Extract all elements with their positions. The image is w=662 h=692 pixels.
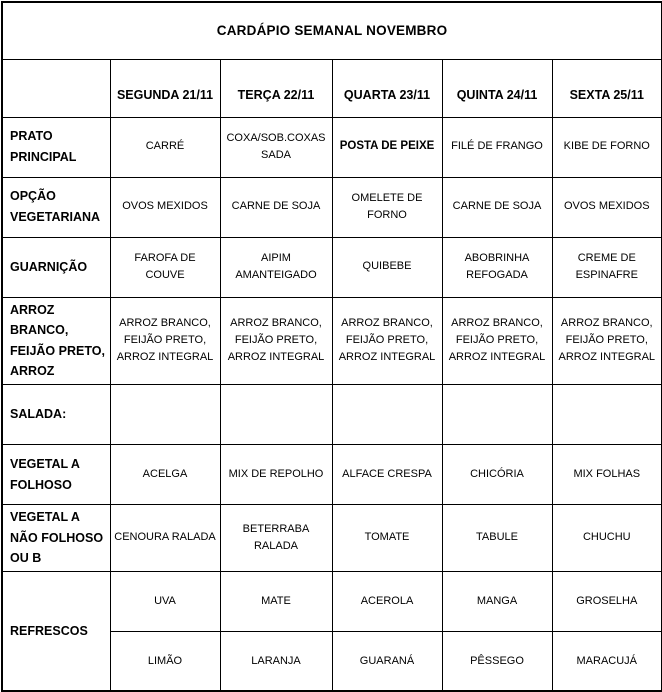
menu-document: [0, 1, 662, 667]
menu-cell: CHUCHU: [552, 505, 662, 572]
menu-cell: MATE: [220, 571, 332, 631]
menu-cell: MIX FOLHAS: [552, 445, 662, 505]
table-row-salada: [2, 385, 662, 445]
row-label-arroz: ARROZ BRANCO, FEIJÃO PRETO, ARROZ: [2, 297, 110, 385]
row-label-prato-principal: PRATO PRINCIPAL: [2, 117, 110, 177]
menu-cell: CREME DE ESPINAFRE: [552, 237, 662, 297]
menu-cell: GROSELHA: [552, 571, 662, 631]
table-row-prato-principal: [2, 117, 662, 177]
menu-cell: MANGA: [442, 571, 552, 631]
menu-cell: LARANJA: [220, 631, 332, 691]
menu-cell: UVA: [110, 571, 220, 631]
row-label-salada: SALADA:: [2, 385, 110, 445]
menu-cell: [552, 385, 662, 445]
column-header-sexta: SEXTA 25/11: [552, 59, 662, 117]
table-row-vegetal-folhoso: [2, 445, 662, 505]
column-header-quinta: QUINTA 24/11: [442, 59, 552, 117]
menu-cell: BETERRABA RALADA: [220, 505, 332, 572]
menu-cell: PÊSSEGO: [442, 631, 552, 691]
menu-cell: OVOS MEXIDOS: [552, 177, 662, 237]
menu-cell: [442, 385, 552, 445]
row-label-guarnicao: GUARNIÇÃO: [2, 237, 110, 297]
menu-cell: QUIBEBE: [332, 237, 442, 297]
menu-cell: ABOBRINHA REFOGADA: [442, 237, 552, 297]
menu-cell: ARROZ BRANCO, FEIJÃO PRETO, ARROZ INTEGRAL: [220, 297, 332, 385]
menu-cell: ALFACE CRESPA: [332, 445, 442, 505]
menu-cell: CHICÓRIA: [442, 445, 552, 505]
menu-cell: FAROFA DE COUVE: [110, 237, 220, 297]
row-label-vegetal-nao-folhoso: VEGETAL A NÃO FOLHOSO OU B: [2, 505, 110, 572]
weekly-menu-table: [1, 1, 662, 692]
menu-cell: ARROZ BRANCO, FEIJÃO PRETO, ARROZ INTEGRAL: [110, 297, 220, 385]
menu-cell: [332, 385, 442, 445]
column-header-segunda: SEGUNDA 21/11: [110, 59, 220, 117]
menu-cell: ARROZ BRANCO, FEIJÃO PRETO, ARROZ INTEGRAL: [442, 297, 552, 385]
menu-cell: MARACUJÁ: [552, 631, 662, 691]
menu-cell: [110, 385, 220, 445]
header-row: [2, 59, 662, 117]
menu-cell: LIMÃO: [110, 631, 220, 691]
row-label-vegetal-folhoso: VEGETAL A FOLHOSO: [2, 445, 110, 505]
menu-cell: GUARANÁ: [332, 631, 442, 691]
menu-cell: CARNE DE SOJA: [442, 177, 552, 237]
menu-cell: ACEROLA: [332, 571, 442, 631]
menu-cell: OVOS MEXIDOS: [110, 177, 220, 237]
menu-cell: CARNE DE SOJA: [220, 177, 332, 237]
column-header-terca: TERÇA 22/11: [220, 59, 332, 117]
table-row-vegetal-nao-folhoso: [2, 505, 662, 572]
menu-cell: AIPIM AMANTEIGADO: [220, 237, 332, 297]
menu-cell: COXA/SOB.COXASSADA: [220, 117, 332, 177]
menu-cell: CENOURA RALADA: [110, 505, 220, 572]
menu-cell: POSTA DE PEIXE: [332, 117, 442, 177]
menu-cell: ACELGA: [110, 445, 220, 505]
menu-cell: FILÉ DE FRANGO: [442, 117, 552, 177]
menu-cell: TABULE: [442, 505, 552, 572]
column-header-quarta: QUARTA 23/11: [332, 59, 442, 117]
table-row-opcao-vegetariana: [2, 177, 662, 237]
menu-cell: OMELETE DE FORNO: [332, 177, 442, 237]
corner-cell: [2, 59, 110, 117]
menu-cell: ARROZ BRANCO, FEIJÃO PRETO, ARROZ INTEGRAL: [332, 297, 442, 385]
menu-cell: MIX DE REPOLHO: [220, 445, 332, 505]
menu-cell: TOMATE: [332, 505, 442, 572]
title-row: [2, 2, 662, 59]
table-row-refrescos-top: [2, 571, 662, 631]
menu-cell: KIBE DE FORNO: [552, 117, 662, 177]
table-row-arroz: [2, 297, 662, 385]
row-label-refrescos: REFRESCOS: [2, 571, 110, 691]
page-title: CARDÁPIO SEMANAL NOVEMBRO: [2, 2, 662, 59]
menu-cell: CARRÉ: [110, 117, 220, 177]
menu-cell: ARROZ BRANCO, FEIJÃO PRETO, ARROZ INTEGRAL: [552, 297, 662, 385]
table-row-guarnicao: [2, 237, 662, 297]
menu-cell: [220, 385, 332, 445]
row-label-opcao-vegetariana: OPÇÃO VEGETARIANA: [2, 177, 110, 237]
